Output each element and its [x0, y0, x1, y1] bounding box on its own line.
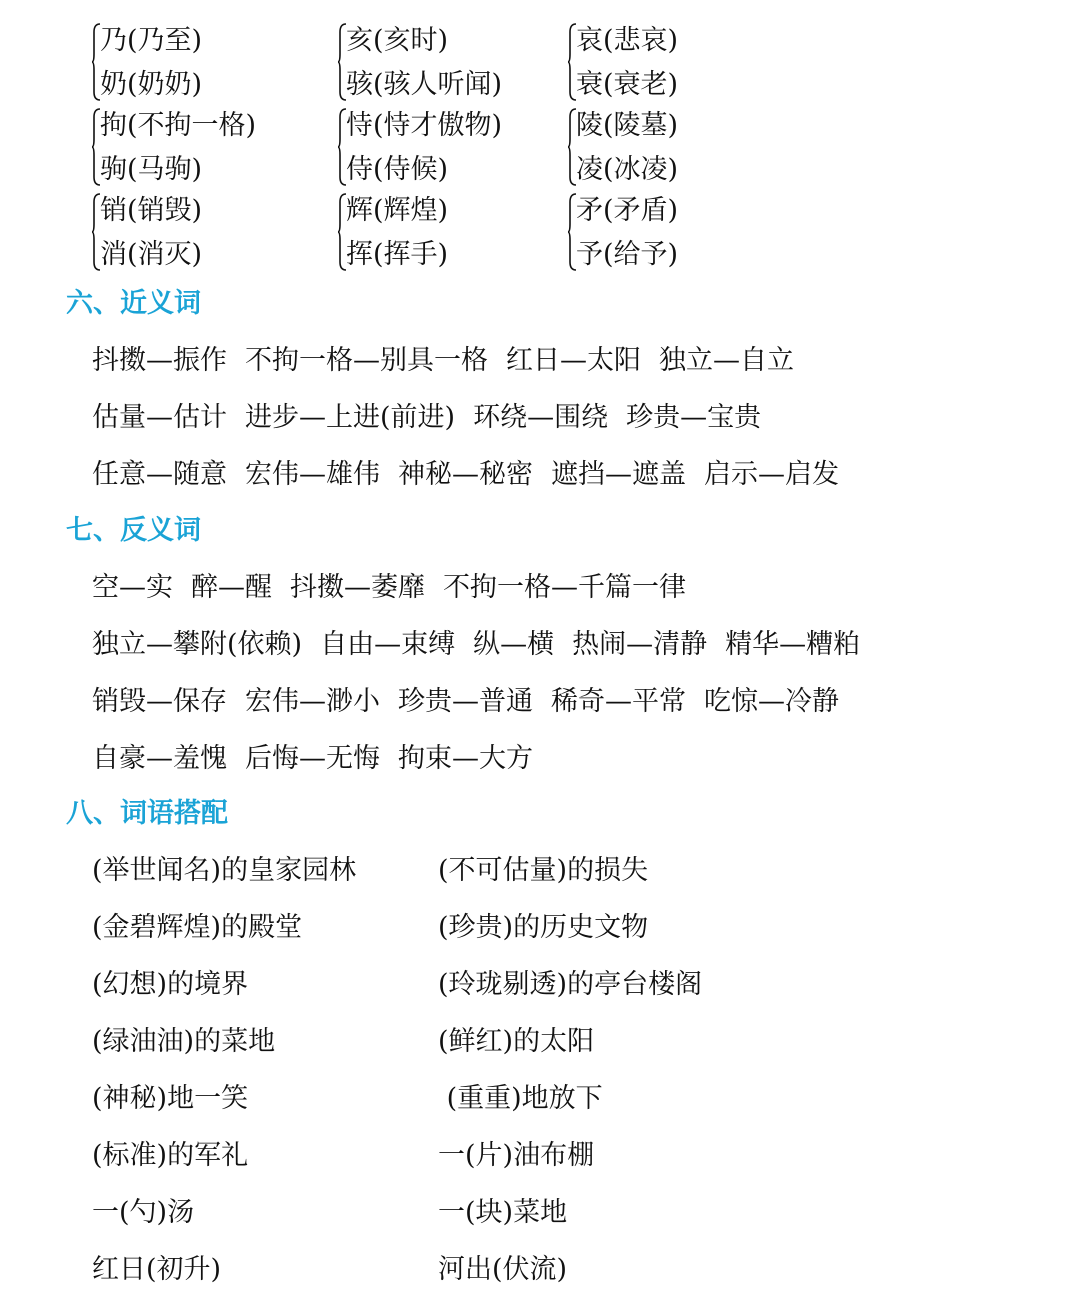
section-heading-collocations: 八、词语搭配: [66, 798, 228, 829]
brace-word-bottom: 予(给予): [576, 239, 679, 270]
synonym-pair: 宏伟—雄伟: [245, 459, 380, 490]
antonym-pair: 抖擞—萎靡: [290, 572, 425, 603]
brace-word-top: 销(销毁): [100, 195, 203, 226]
brace-word-top: 辉(辉煌): [346, 195, 449, 226]
synonym-pair: 神秘—秘密: [398, 459, 533, 490]
antonym-row: [92, 742, 551, 776]
collocation-right: (不可估量)的损失: [438, 855, 649, 886]
antonym-pair: 不拘一格—千篇一律: [443, 572, 686, 603]
antonym-pair: 后悔—无悔: [245, 743, 380, 774]
collocation-left: (幻想)的境界: [92, 969, 249, 1000]
collocation-right: 一(片)油布棚: [438, 1140, 595, 1171]
collocation-right: (重重)地放下: [438, 1083, 603, 1114]
antonym-pair: 吃惊—冷静: [704, 686, 839, 717]
antonym-pair: 拘束—大方: [398, 743, 533, 774]
brace-icon: [92, 109, 98, 185]
brace-word-bottom: 侍(侍候): [346, 154, 449, 185]
synonym-pair: 估量—估计: [92, 402, 227, 433]
synonym-row: [92, 344, 812, 378]
brace-icon: [92, 194, 98, 270]
brace-word-top: 拘(不拘一格): [100, 110, 257, 141]
collocation-right: (鲜红)的太阳: [438, 1026, 595, 1057]
synonym-row: [92, 401, 779, 435]
antonym-pair: 空—实: [92, 572, 173, 603]
antonym-pair: 销毁—保存: [92, 686, 227, 717]
synonym-pair: 独立—自立: [659, 345, 794, 376]
antonym-row: [92, 571, 704, 605]
brace-word-bottom: 骇(骇人听闻): [346, 69, 503, 100]
brace-group: [338, 103, 538, 191]
synonym-row: [92, 458, 857, 492]
synonym-pair: 任意—随意: [92, 459, 227, 490]
collocation-left: (神秘)地一笑: [92, 1083, 249, 1114]
synonym-pair: 不拘一格—别具一格: [245, 345, 488, 376]
antonym-pair: 热闹—清静: [572, 629, 708, 660]
synonym-pair: 红日—太阳: [506, 345, 641, 376]
collocation-left: 一(勺)汤: [92, 1197, 195, 1228]
section-heading-synonyms: 六、近义词: [66, 288, 201, 319]
synonym-pair: 启示—启发: [704, 459, 839, 490]
brace-group: [338, 18, 538, 106]
brace-word-top: 亥(亥时): [346, 25, 449, 56]
collocation-left: (金碧辉煌)的殿堂: [92, 912, 303, 943]
brace-icon: [568, 24, 574, 100]
brace-group: [568, 188, 768, 276]
brace-word-bottom: 凌(冰凌): [576, 154, 679, 185]
brace-word-bottom: 奶(奶奶): [100, 69, 203, 100]
brace-group: [568, 103, 768, 191]
brace-word-top: 哀(悲哀): [576, 25, 679, 56]
collocation-left: (举世闻名)的皇家园林: [92, 855, 357, 886]
brace-icon: [92, 24, 98, 100]
antonym-pair: 精华—糟粕: [725, 629, 861, 660]
collocation-right: 河出(伏流): [438, 1254, 568, 1285]
collocation-left: (标准)的军礼: [92, 1140, 249, 1171]
brace-word-top: 陵(陵墓): [576, 110, 679, 141]
brace-word-top: 乃(乃至): [100, 25, 203, 56]
antonym-pair: 稀奇—平常: [551, 686, 686, 717]
antonym-pair: 宏伟—渺小: [245, 686, 380, 717]
collocation-left: 红日(初升): [92, 1254, 222, 1285]
brace-icon: [568, 109, 574, 185]
brace-group: [338, 188, 538, 276]
brace-icon: [338, 109, 344, 185]
synonym-pair: 珍贵—宝贵: [626, 402, 762, 433]
antonym-pair: 自豪—羞愧: [92, 743, 227, 774]
brace-word-bottom: 挥(挥手): [346, 239, 449, 270]
brace-group: [92, 18, 292, 106]
antonym-row: [92, 685, 857, 719]
synonym-pair: 进步—上进(前进): [245, 402, 456, 433]
brace-word-bottom: 驹(马驹): [100, 154, 203, 185]
antonym-pair: 醉—醒: [191, 572, 272, 603]
brace-word-bottom: 衰(衰老): [576, 69, 679, 100]
antonym-pair: 独立—攀附(依赖): [92, 629, 303, 660]
brace-word-top: 矛(矛盾): [576, 195, 679, 226]
collocation-right: (珍贵)的历史文物: [438, 912, 649, 943]
synonym-pair: 环绕—围绕: [473, 402, 609, 433]
brace-icon: [338, 24, 344, 100]
antonym-pair: 自由—束缚: [320, 629, 456, 660]
brace-icon: [338, 194, 344, 270]
antonym-row: [92, 628, 878, 662]
brace-word-bottom: 消(消灭): [100, 239, 203, 270]
brace-icon: [568, 194, 574, 270]
synonym-pair: 抖擞—振作: [92, 345, 227, 376]
collocation-right: 一(块)菜地: [438, 1197, 568, 1228]
brace-group: [92, 188, 292, 276]
collocation-left: (绿油油)的菜地: [92, 1026, 276, 1057]
brace-word-top: 恃(恃才傲物): [346, 110, 503, 141]
synonym-pair: 遮挡—遮盖: [551, 459, 686, 490]
section-heading-antonyms: 七、反义词: [66, 515, 201, 546]
antonym-pair: 纵—横: [473, 629, 555, 660]
brace-group: [92, 103, 292, 191]
brace-group: [568, 18, 768, 106]
collocation-right: (玲珑剔透)的亭台楼阁: [438, 969, 703, 1000]
antonym-pair: 珍贵—普通: [398, 686, 533, 717]
